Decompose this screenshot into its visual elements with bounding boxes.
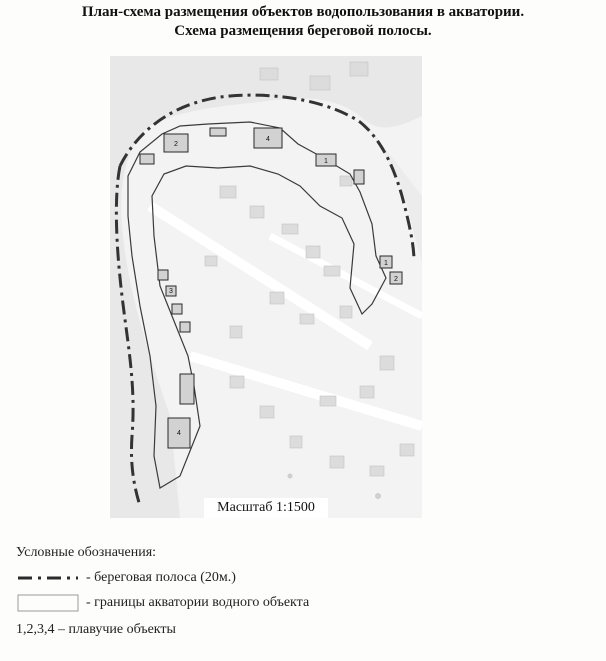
pontoon-8 <box>140 154 154 164</box>
coastal-strip-symbol <box>16 568 80 588</box>
object-marker: 2 <box>394 276 398 283</box>
document-subtitle: Схема размещения береговой полосы. <box>174 23 432 39</box>
object-marker: 1 <box>324 158 328 165</box>
object-marker: 2 <box>174 141 178 148</box>
pontoon-12 <box>180 322 190 332</box>
object-marker: 4 <box>266 136 270 143</box>
legend-aquatory-border-label: - границы акватории водного объекта <box>86 595 310 610</box>
document-title: План-схема размещения объектов водопользования в акватории. <box>81 4 525 20</box>
pontoon-9 <box>158 270 168 280</box>
object-marker: 3 <box>169 288 173 295</box>
pontoon-5 <box>354 170 364 184</box>
map-scheme <box>110 56 422 518</box>
object-marker: 1 <box>384 260 388 267</box>
pontoon-11 <box>172 304 182 314</box>
map-poi-dot <box>288 474 293 479</box>
legend-floating-objects-label: 1,2,3,4 – плавучие объекты <box>16 622 176 637</box>
map-scale: Масштаб 1:1500 <box>204 498 328 518</box>
map-poi-dot <box>375 493 381 499</box>
pontoon-13 <box>180 374 194 404</box>
aquatory-border-symbol <box>16 593 80 613</box>
legend-heading: Условные обозначения: <box>16 545 157 560</box>
pontoon-2 <box>210 128 226 136</box>
object-marker: 4 <box>177 430 181 437</box>
legend-coastal-strip-label: - береговая полоса (20м.) <box>86 570 236 585</box>
